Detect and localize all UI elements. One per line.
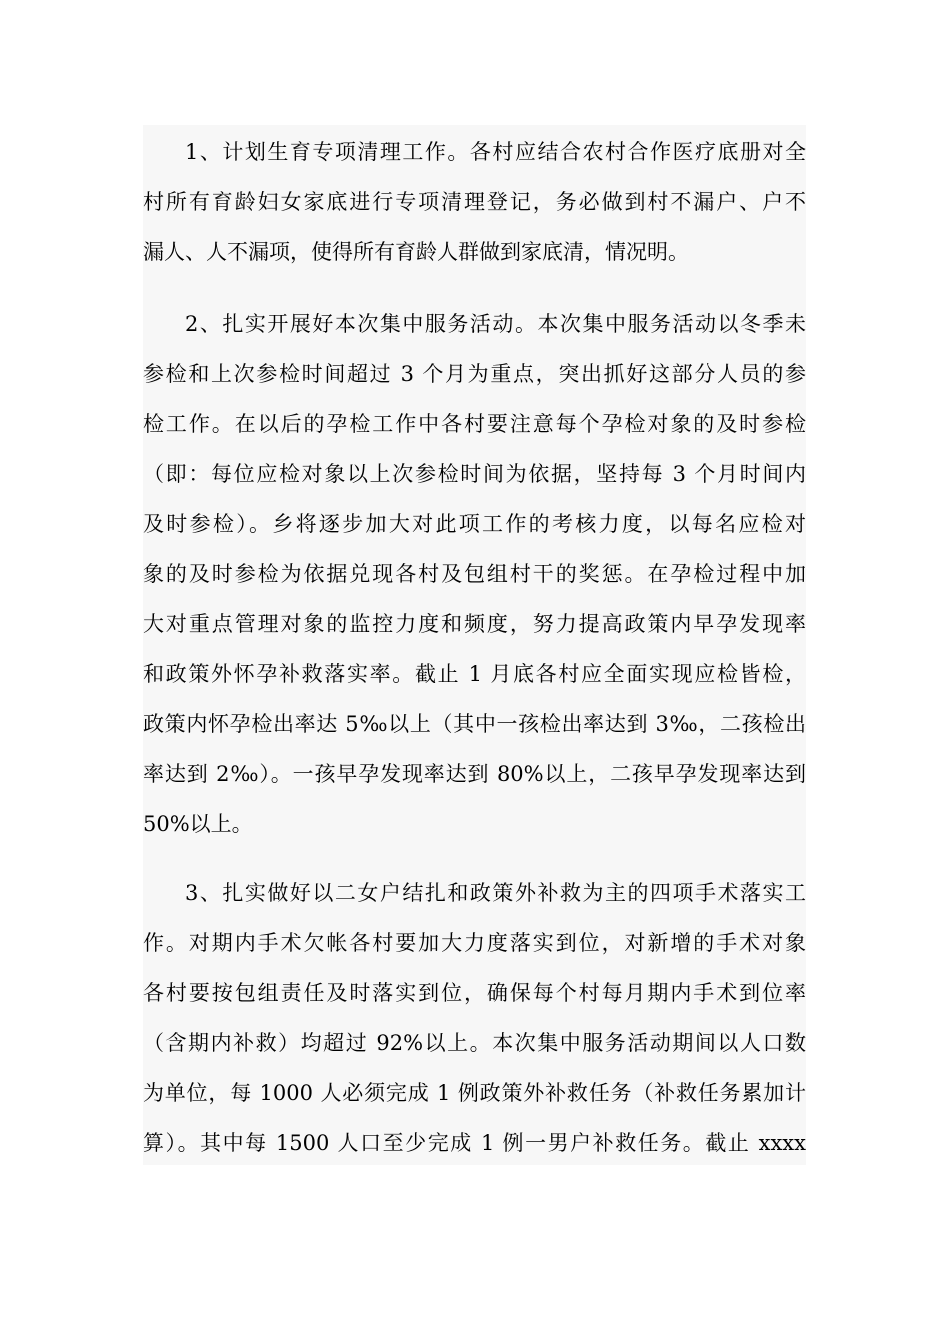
text-line: 50%以上。 [143, 812, 253, 836]
text-line: 各村要按包组责任及时落实到位，确保每个村每月期内手术到位率 [143, 981, 806, 1005]
text-line: 政策内怀孕检出率达 5‰以上（其中一孩检出率达到 3‰，二孩检出 [143, 712, 806, 736]
text-line: （含期内补救）均超过 92%以上。本次集中服务活动期间以人口数 [143, 1031, 806, 1055]
paragraph-2 [143, 299, 806, 849]
text-line: （即：每位应检对象以上次参检时间为依据，坚持每 3 个月时间内 [143, 462, 806, 486]
text-line: 及时参检）。乡将逐步加大对此项工作的考核力度，以每名应检对 [143, 512, 806, 536]
text-line: 为单位，每 1000 人必须完成 1 例政策外补救任务（补救任务累加计 [143, 1081, 806, 1105]
text-line: 参检和上次参检时间超过 3 个月为重点，突出抓好这部分人员的参 [143, 362, 806, 386]
text-line: 1、计划生育专项清理工作。各村应结合农村合作医疗底册对全 [185, 140, 806, 164]
text-line: 2、扎实开展好本次集中服务活动。本次集中服务活动以冬季未 [185, 312, 806, 336]
paragraph-1 [143, 127, 806, 277]
text-line: 算）。其中每 1500 人口至少完成 1 例一男户补救任务。截止 xxxx [143, 1131, 806, 1155]
text-line: 检工作。在以后的孕检工作中各村要注意每个孕检对象的及时参检 [143, 412, 806, 436]
document-page [143, 125, 806, 1165]
text-line: 作。对期内手术欠帐各村要加大力度落实到位，对新增的手术对象 [143, 931, 806, 955]
text-line: 象的及时参检为依据兑现各村及包组村干的奖惩。在孕检过程中加 [143, 562, 806, 586]
text-line: 和政策外怀孕补救落实率。截止 1 月底各村应全面实现应检皆检， [143, 662, 806, 686]
text-line: 3、扎实做好以二女户结扎和政策外补救为主的四项手术落实工 [185, 881, 806, 905]
paragraph-3 [143, 868, 806, 1168]
text-line: 率达到 2‰）。一孩早孕发现率达到 80%以上，二孩早孕发现率达到 [143, 762, 806, 786]
text-line: 村所有育龄妇女家底进行专项清理登记，务必做到村不漏户、户不 [143, 190, 806, 214]
text-line: 漏人、人不漏项，使得所有育龄人群做到家底清，情况明。 [143, 240, 689, 264]
text-line: 大对重点管理对象的监控力度和频度，努力提高政策内早孕发现率 [143, 612, 806, 636]
